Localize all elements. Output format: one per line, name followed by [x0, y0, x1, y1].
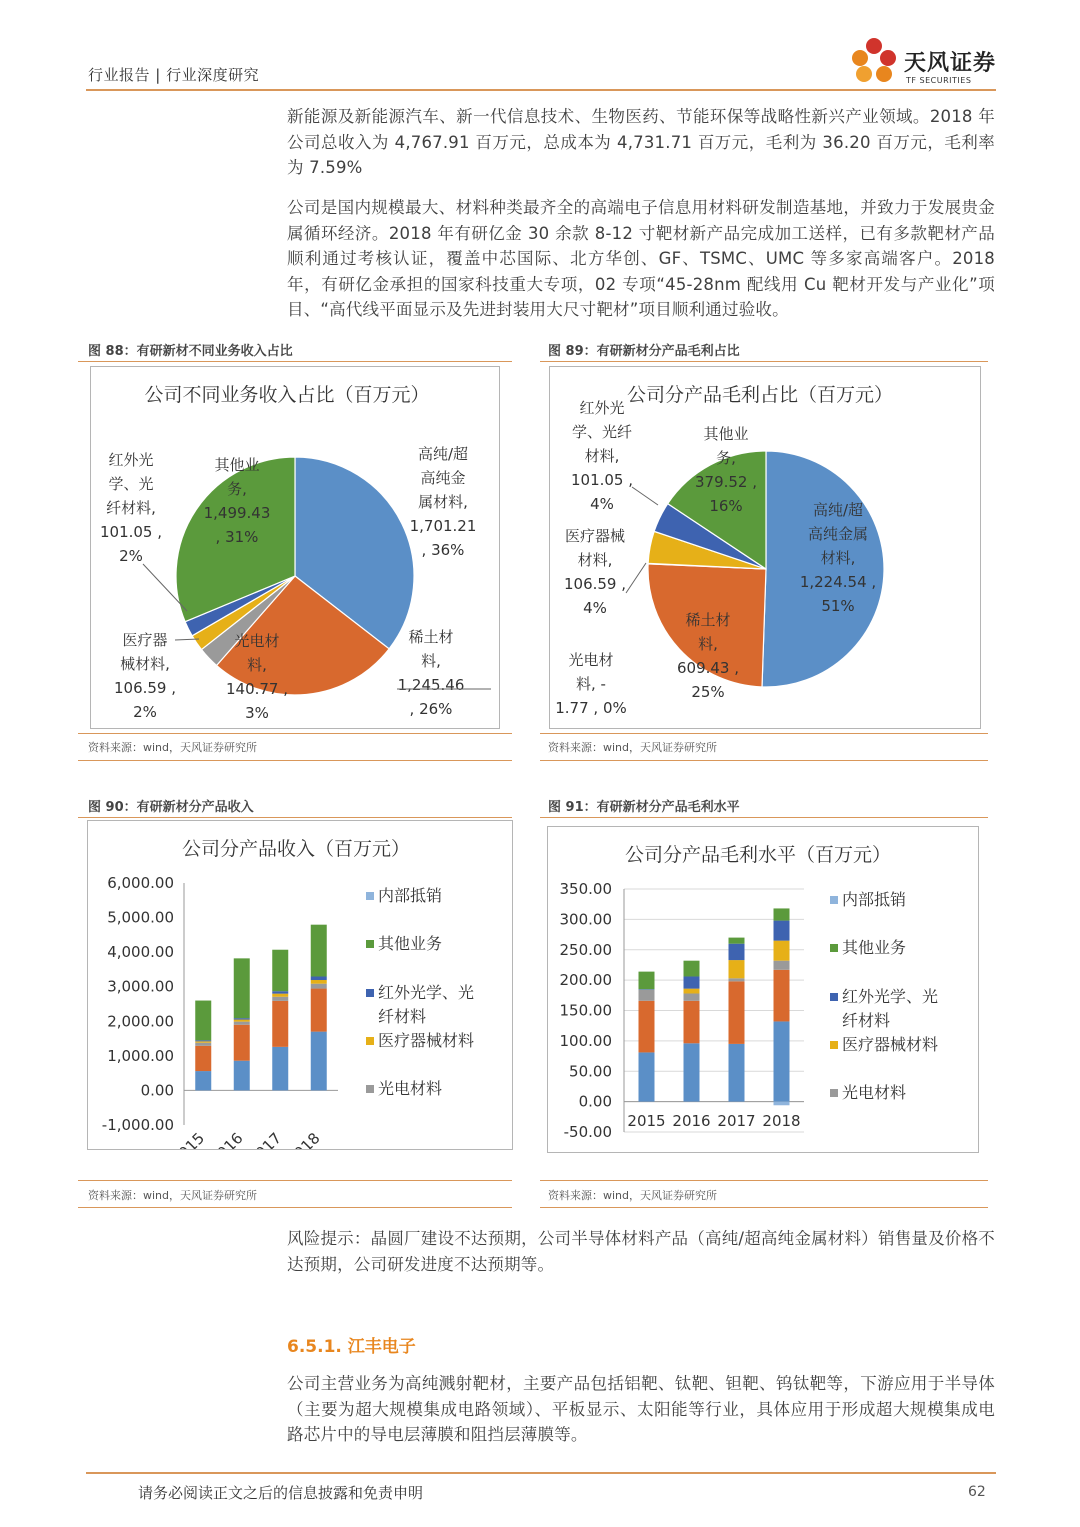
figure-88-top-rule	[78, 361, 512, 362]
fig88-slice-label-4-line: 2%	[119, 547, 143, 565]
fig90-bar-2017-s1	[272, 1001, 288, 1047]
fig89-slice-label-0-line: 高纯/超	[812, 501, 864, 519]
fig88-slice-label-0	[410, 445, 477, 559]
fig90-y-tick-label: 4,000.00	[107, 943, 174, 962]
figure-90-chart	[87, 820, 513, 1150]
fig90-bar-2018-s1	[311, 989, 327, 1032]
fig90-legend-label-line: 光电材料	[378, 1079, 443, 1098]
paragraph-company-intro: 公司是国内规模最大、材料种类最齐全的高端电子信息用材料研发制造基地，并致力于发展贵金属循环经济。2018 年有研亿金 30 余款 8-12 寸靶材新产品完成加工送样，已有多款靶材产品顺利通过考核认证，覆盖中芯国际、北方华创、GF、TSMC、UMC 等多家高端客户。2018 年，有研亿金承担的国家科技重大专项，02 专项“45-28nm 配线用 Cu 靶材开发与产业化”项目、“高代线平面显示及先进封装用大尺寸靶材”项目顺利通过验收。	[287, 198, 995, 319]
tf-securities-logo	[846, 34, 1006, 92]
fig89-chart-title: 公司分产品毛利占比（百万元）	[626, 384, 894, 406]
fig91-y-tick-label: 200.00	[559, 971, 612, 990]
fig90-legend-label-0	[378, 886, 442, 905]
fig90-legend-label-4	[378, 1079, 442, 1098]
figure-91-title: 图 91：有研新材分产品毛利水平	[548, 800, 740, 815]
fig91-legend-label-2	[842, 987, 938, 1030]
fig90-bar-2016-s5	[234, 958, 250, 1018]
fig88-slice-label-1-line: 稀土材	[408, 628, 454, 646]
fig90-y-tick-label: 3,000.00	[107, 977, 174, 996]
fig89-slice-label-3-line: 医疗器械	[564, 527, 626, 545]
fig91-bar-2018-s3	[774, 941, 790, 961]
fig91-bar-2015-s4	[639, 989, 655, 990]
fig90-bar-2015-s4	[195, 1040, 211, 1041]
figure-91-bottom-rule	[540, 1180, 988, 1181]
fig89-slice-label-5-line: 379.52 ,	[694, 473, 758, 491]
fig90-bar-2016-s1	[234, 1025, 250, 1061]
fig90-y-tick-label: 5,000.00	[107, 908, 174, 927]
fig89-slice-label-4	[571, 399, 633, 513]
fig89-slice-label-0-line: 1,224.54 ,	[799, 573, 877, 591]
fig90-y-tick-label: 2,000.00	[107, 1012, 174, 1031]
figure-89-top-rule	[540, 361, 988, 362]
fig90-legend-swatch-3	[366, 1037, 374, 1045]
fig91-bar-2015-s5	[639, 972, 655, 990]
fig88-slice-label-3-line: 2%	[133, 703, 157, 721]
fig91-legend-label-line: 其他业务	[842, 938, 907, 957]
fig90-x-tick-label: 2017	[245, 1129, 286, 1149]
fig88-slice-label-0-line: , 36%	[421, 541, 465, 559]
fig89-slice-label-3	[564, 527, 626, 617]
fig88-chart-title: 公司不同业务收入占比（百万元）	[144, 384, 430, 406]
fig90-legend-label-line: 其他业务	[378, 934, 443, 953]
fig90-bar-2015-s1	[195, 1046, 211, 1071]
fig91-legend-label-line: 内部抵销	[842, 890, 907, 909]
fig89-slice-label-3-line: 4%	[583, 599, 607, 617]
fig90-bar-2016-s0	[234, 1061, 250, 1091]
figure-90-end-rule	[78, 1207, 512, 1208]
fig90-bar-2015-s5	[195, 1001, 211, 1041]
fig88-slice-label-0-line: 属材料,	[418, 493, 468, 511]
fig91-bar-2017-s3	[729, 960, 745, 978]
fig91-legend-swatch-3	[830, 1041, 838, 1049]
fig89-slice-label-2-line: 1.77 , 0%	[555, 699, 627, 717]
figure-88-title: 图 88：有研新材不同业务收入占比	[88, 344, 293, 359]
fig91-bar-2016-s1	[684, 1001, 700, 1044]
fig91-y-tick-label: 150.00	[559, 1001, 612, 1020]
fig90-legend-swatch-4	[366, 1085, 374, 1093]
fig91-legend-label-4	[842, 1083, 906, 1102]
fig90-bar-2016-s3	[234, 1020, 250, 1022]
fig90-y-tick-label: 0.00	[140, 1081, 174, 1100]
figure-91-top-rule	[540, 817, 988, 818]
fig88-slice-label-4	[100, 451, 162, 565]
logo-name: 天风证券	[904, 51, 997, 76]
fig90-legend-swatch-1	[366, 940, 374, 948]
fig91-legend-label-0	[842, 890, 906, 909]
fig88-slice-label-2-line: 光电材	[234, 632, 280, 650]
figure-88-end-rule	[78, 760, 512, 761]
fig91-bar-2016-s3	[684, 989, 700, 994]
fig89-slice-label-1-line: 稀土材	[685, 611, 731, 629]
fig89-slice-label-4-line: 材料,	[584, 447, 620, 465]
fig91-y-tick-label: 100.00	[559, 1031, 612, 1050]
fig91-y-tick-label: -50.00	[563, 1123, 612, 1141]
page-number: 62	[968, 1484, 986, 1500]
fig89-slice-label-4-line: 学、光纤	[571, 423, 633, 441]
fig91-legend-swatch-4	[830, 1089, 838, 1097]
fig91-y-tick-label: 350.00	[559, 880, 612, 898]
figure-90-source: 资料来源：wind，天风证券研究所	[88, 1189, 258, 1202]
fig91-bar-2015-s1	[639, 1001, 655, 1053]
fig89-slice-label-5-line: 其他业	[703, 425, 749, 443]
fig88-slice-label-4-line: 学、光	[108, 475, 154, 493]
fig89-slice-label-0-line: 51%	[821, 597, 855, 615]
fig90-bar-2016-s4	[234, 1018, 250, 1019]
fig90-x-tick-label: 2015	[168, 1129, 209, 1149]
figure-90-bottom-rule	[78, 1180, 512, 1181]
fig90-bar-2018-s2	[311, 984, 327, 989]
fig90-legend-swatch-0	[366, 892, 374, 900]
fig91-legend-swatch-1	[830, 944, 838, 952]
fig89-slice-label-1-line: 609.43 ,	[676, 659, 740, 677]
fig88-slice-label-5-line: 其他业	[214, 456, 260, 474]
fig91-legend-swatch-2	[830, 993, 838, 1001]
fig90-bar-2015-s0	[195, 1071, 211, 1090]
fig90-legend-label-line: 纤材料	[378, 1007, 427, 1026]
figure-91-end-rule	[540, 1207, 988, 1208]
logo-flower-icon	[846, 34, 902, 90]
fig91-bar-2016-s5	[684, 961, 700, 977]
fig91-x-tick-label: 2018	[762, 1112, 801, 1130]
fig88-slice-label-4-line: 101.05 ,	[99, 523, 163, 541]
fig91-chart-title: 公司分产品毛利水平（百万元）	[624, 844, 892, 866]
fig90-bar-2015-s3	[195, 1041, 211, 1042]
fig90-bar-2017-s5	[272, 950, 288, 991]
fig88-slice-label-4-line: 纤材料,	[106, 499, 156, 517]
figure-89-title: 图 89：有研新材分产品毛利占比	[548, 344, 740, 359]
fig89-slice-label-5-line: 务,	[716, 449, 736, 467]
fig89-slice-label-1-line: 25%	[691, 683, 725, 701]
fig91-bar-2016-s2	[684, 993, 700, 1000]
figure-88-pie-svg	[91, 367, 499, 728]
figure-91-source: 资料来源：wind，天风证券研究所	[548, 1189, 718, 1202]
section-heading: 6.5.1. 江丰电子	[287, 1337, 416, 1357]
fig91-bar-2018-s1	[774, 970, 790, 1022]
fig90-y-tick-label: 6,000.00	[107, 874, 174, 892]
report-header-label: 行业报告 | 行业深度研究	[88, 66, 260, 84]
fig90-bar-2018-s3	[311, 980, 327, 984]
fig90-bar-2016-s2	[234, 1022, 250, 1025]
fig88-slice-label-5-line: 务,	[227, 480, 247, 498]
fig90-y-tick-label: -1,000.00	[101, 1116, 174, 1134]
fig88-slice-label-0-line: 1,701.21	[409, 517, 477, 535]
fig91-bar-2016-s0	[684, 1043, 700, 1101]
fig90-bar-2017-s4	[272, 991, 288, 993]
fig88-slice-label-1	[398, 628, 465, 718]
fig90-bar-2017-s2	[272, 997, 288, 1001]
fig89-slice-label-3-line: 材料,	[577, 551, 613, 569]
fig90-bar-2018-s5	[311, 925, 327, 977]
fig91-y-tick-label: 300.00	[559, 910, 612, 929]
figure-88-bottom-rule	[78, 733, 512, 734]
fig88-slice-label-0-line: 高纯/超	[417, 445, 469, 463]
fig88-slice-label-2-line: 3%	[245, 704, 269, 722]
fig89-slice-label-2-line: 料, -	[576, 675, 606, 693]
fig88-slice-label-1-line: , 26%	[409, 700, 453, 718]
fig90-legend-swatch-2	[366, 989, 374, 997]
figure-90-top-rule	[78, 817, 512, 818]
figure-89-chart	[549, 366, 981, 729]
fig91-x-tick-label: 2016	[672, 1112, 711, 1130]
figure-91-bar-svg	[548, 827, 978, 1152]
fig91-y-tick-label: 0.00	[578, 1092, 612, 1111]
fig91-bar-2015-s2	[639, 990, 655, 1001]
fig89-slice-label-4-line: 101.05 ,	[570, 471, 634, 489]
fig88-slice-label-3-line: 106.59 ,	[113, 679, 177, 697]
fig90-legend-label-3	[378, 1031, 474, 1050]
paragraph-risk-warning: 风险提示：晶圆厂建设不达预期，公司半导体材料产品（高纯/超高纯金属材料）销售量及价格不达预期，公司研发进度不达预期等。	[287, 1229, 995, 1274]
figure-89-pie-svg	[550, 367, 980, 728]
fig88-slice-label-1-line: 料,	[421, 652, 441, 670]
fig89-slice-label-2	[555, 651, 627, 717]
fig91-x-tick-label: 2017	[717, 1112, 756, 1130]
figure-89-end-rule	[540, 760, 988, 761]
fig91-bar-2017-s1	[729, 981, 745, 1044]
fig91-legend-label-1	[842, 938, 906, 957]
fig88-slice-label-3-line: 械材料,	[120, 655, 170, 673]
fig89-slice-label-2-line: 光电材	[568, 651, 614, 669]
fig89-slice-label-1-line: 料,	[698, 635, 718, 653]
fig90-bar-2017-s0	[272, 1047, 288, 1091]
fig89-leader-line-4	[632, 487, 658, 505]
figure-89-bottom-rule	[540, 733, 988, 734]
figure-88-source: 资料来源：wind，天风证券研究所	[88, 741, 258, 754]
figure-90-title: 图 90：有研新材分产品收入	[88, 800, 254, 815]
fig90-bar-2017-s3	[272, 994, 288, 997]
fig88-slice-label-5-line: , 31%	[215, 528, 259, 546]
paragraph-revenue: 新能源及新能源汽车、新一代信息技术、生物医药、节能环保等战略性新兴产业领域。2018 年公司总收入为 4,767.91 百万元，总成本为 4,731.71 百万元，毛利为 36.20 百万元，毛利率为 7.59%	[287, 107, 995, 177]
fig91-bar-2018-s6	[774, 1102, 790, 1106]
fig89-slice-label-3-line: 106.59 ,	[563, 575, 627, 593]
fig91-bar-2017-s0	[729, 1044, 745, 1102]
fig90-x-tick-label: 2016	[206, 1129, 247, 1149]
footer-divider	[86, 1472, 996, 1474]
fig90-legend-label-line: 内部抵销	[378, 886, 443, 905]
fig91-bar-2018-s5	[774, 908, 790, 920]
fig91-legend-label-3	[842, 1035, 938, 1054]
fig91-x-tick-label: 2015	[627, 1112, 666, 1130]
figure-88-chart	[90, 366, 500, 729]
fig90-y-tick-label: 1,000.00	[107, 1046, 174, 1065]
figure-90-bar-svg	[88, 821, 512, 1149]
fig88-slice-label-3-line: 医疗器	[122, 631, 168, 649]
fig89-slice-label-0-line: 高纯金属	[807, 525, 869, 543]
fig88-slice-label-3	[114, 631, 176, 721]
fig91-bar-2018-s4	[774, 921, 790, 941]
fig88-slice-label-2-line: 料,	[247, 656, 267, 674]
fig91-legend-label-line: 红外光学、光	[842, 987, 939, 1006]
fig91-legend-label-line: 纤材料	[842, 1011, 891, 1030]
fig91-bar-2018-s0	[774, 1021, 790, 1101]
fig90-legend-label-1	[378, 934, 442, 953]
fig88-slice-label-4-line: 红外光	[108, 451, 154, 469]
fig88-slice-label-5-line: 1,499.43	[203, 504, 271, 522]
fig89-slice-label-5-line: 16%	[709, 497, 743, 515]
fig89-leader-line-3	[626, 563, 646, 593]
logo-english: TF SECURITIES	[906, 76, 972, 85]
fig89-slice-label-4-line: 4%	[590, 495, 614, 513]
fig91-y-tick-label: 50.00	[569, 1062, 612, 1081]
fig91-y-tick-label: 250.00	[559, 940, 612, 959]
fig91-legend-label-line: 光电材料	[842, 1083, 907, 1102]
figure-89-source: 资料来源：wind，天风证券研究所	[548, 741, 718, 754]
fig90-legend-label-line: 红外光学、光	[378, 983, 475, 1002]
fig89-slice-label-4-line: 红外光	[579, 399, 625, 417]
fig90-bar-2018-s4	[311, 977, 327, 980]
fig90-bar-2015-s2	[195, 1043, 211, 1046]
fig91-bar-2017-s5	[729, 938, 745, 944]
fig90-chart-title: 公司分产品收入（百万元）	[181, 838, 411, 860]
footer-disclaimer: 请务必阅读正文之后的信息披露和免责申明	[138, 1484, 424, 1502]
fig91-legend-swatch-0	[830, 896, 838, 904]
fig90-legend-label-2	[378, 983, 474, 1026]
paragraph-jiangfeng: 公司主营业务为高纯溅射靶材，主要产品包括铝靶、钛靶、钽靶、钨钛靶等，下游应用于半导体（主要为超大规模集成电路领域）、平板显示、太阳能等行业，具体应用于形成超大规模集成电路芯片中的导电层薄膜和阻挡层薄膜等。	[287, 1374, 995, 1444]
fig91-legend-label-line: 医疗器械材料	[842, 1035, 939, 1054]
fig91-bar-2017-s4	[729, 944, 745, 960]
fig90-legend-label-line: 医疗器械材料	[378, 1031, 475, 1050]
figure-91-chart	[547, 826, 979, 1153]
fig91-bar-2017-s2	[729, 978, 745, 981]
fig89-slice-label-0-line: 材料,	[820, 549, 856, 567]
fig89-slice-0	[762, 451, 884, 687]
fig90-bar-2018-s0	[311, 1032, 327, 1091]
fig90-x-tick-label: 2018	[283, 1129, 324, 1149]
fig91-bar-2018-s2	[774, 961, 790, 970]
fig88-slice-label-1-line: 1,245.46	[397, 676, 465, 694]
fig91-bar-2015-s0	[639, 1052, 655, 1101]
fig88-slice-label-2-line: 140.77 ,	[225, 680, 289, 698]
fig88-slice-label-0-line: 高纯金	[420, 469, 466, 487]
fig91-bar-2016-s4	[684, 976, 700, 988]
